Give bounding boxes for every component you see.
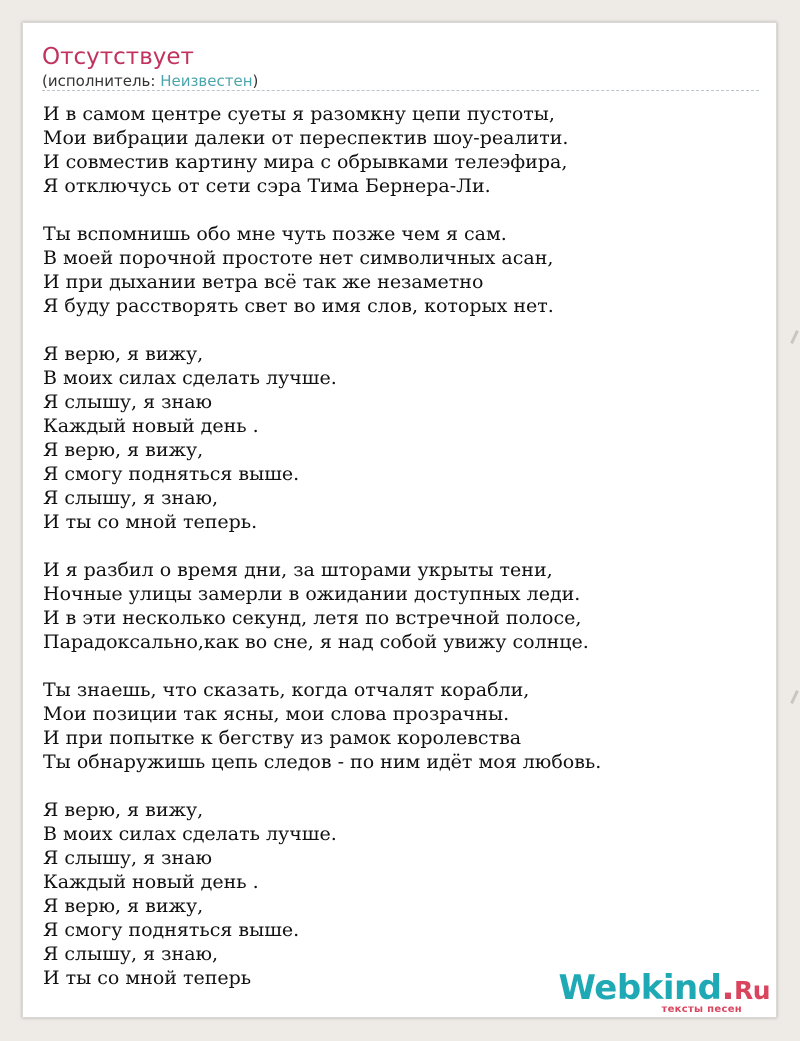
lyric-line: Я верю, я вижу, — [43, 439, 204, 461]
lyric-line: И я разбил о время дни, за шторами укрыты тени, — [43, 559, 553, 581]
lyric-line: Мои позиции так ясны, мои слова прозрачны. — [43, 703, 510, 725]
lyric-line: И при попытке к бегству из рамок королевства — [43, 727, 522, 749]
lyric-line: Я верю, я вижу, — [43, 343, 204, 365]
lyric-line: И ты со мной теперь. — [43, 511, 258, 533]
lyric-line: Парадоксально,как во сне, я над собой увижу солнце. — [43, 631, 589, 653]
lyric-line: Мои вибрации далеки от переспектив шоу-реалити. — [43, 127, 569, 149]
lyric-line: И совместив картину мира с обрывками телеэфира, — [43, 151, 568, 173]
stanza-break — [43, 654, 763, 678]
logo-wordmark — [558, 968, 770, 1008]
lyric-line: Я слышу, я знаю, — [43, 943, 219, 965]
lyric-line: Я слышу, я знаю — [43, 391, 213, 413]
stanza-break — [43, 774, 763, 798]
title-divider — [42, 90, 759, 91]
lyric-line: Я смогу подняться выше. — [43, 463, 300, 485]
artist-prefix: (исполнитель: — [42, 72, 161, 90]
lyric-line: В моей порочной простоте нет символичных асан, — [43, 247, 554, 269]
lyric-line: Ты знаешь, что сказать, когда отчалят корабли, — [43, 679, 530, 701]
edge-decoration — [790, 690, 799, 704]
lyric-line: И при дыхании ветра всё так же незаметно — [43, 271, 484, 293]
lyric-line: В моих силах сделать лучше. — [43, 367, 337, 389]
logo-tld: Ru — [733, 976, 770, 1005]
lyrics-card — [22, 22, 777, 1018]
artist-line — [42, 71, 258, 91]
lyric-line: Каждый новый день . — [43, 415, 259, 437]
lyric-line: Ты обнаружишь цепь следов - по ним идёт моя любовь. — [43, 751, 602, 773]
lyric-line: Каждый новый день . — [43, 871, 259, 893]
lyric-line: В моих силах сделать лучше. — [43, 823, 337, 845]
logo-tagline: тексты песен — [661, 1004, 742, 1015]
song-title: Отсутствует — [42, 44, 194, 70]
lyric-line: Ты вспомнишь обо мне чуть позже чем я сам. — [43, 223, 507, 245]
lyric-line: Я верю, я вижу, — [43, 895, 204, 917]
lyric-line: Я верю, я вижу, — [43, 799, 204, 821]
lyrics-text — [43, 102, 763, 990]
lyric-line: Я отключусь от сети сэра Тима Бернера-Ли. — [43, 175, 491, 197]
logo-dot: . — [721, 968, 734, 1008]
stanza-break — [43, 534, 763, 558]
lyric-line: Ночные улицы замерли в ожидании доступных леди. — [43, 583, 581, 605]
lyric-line: И в самом центре суеты я разомкну цепи пустоты, — [43, 103, 555, 125]
stanza-break — [43, 318, 763, 342]
stanza-break — [43, 198, 763, 222]
lyric-line: Я буду расстворять свет во имя слов, которых нет. — [43, 295, 554, 317]
lyric-line: Я слышу, я знаю — [43, 847, 213, 869]
artist-link[interactable]: Неизвестен — [160, 72, 253, 90]
artist-suffix: ) — [252, 72, 259, 90]
lyric-line: И в эти несколько секунд, летя по встречной полосе, — [43, 607, 582, 629]
logo-word: Webkind — [558, 968, 722, 1008]
lyric-line: Я слышу, я знаю, — [43, 487, 219, 509]
edge-decoration — [790, 330, 799, 344]
lyric-line: Я смогу подняться выше. — [43, 919, 300, 941]
site-logo[interactable] — [558, 968, 770, 1015]
lyric-line: И ты со мной теперь — [43, 967, 252, 989]
